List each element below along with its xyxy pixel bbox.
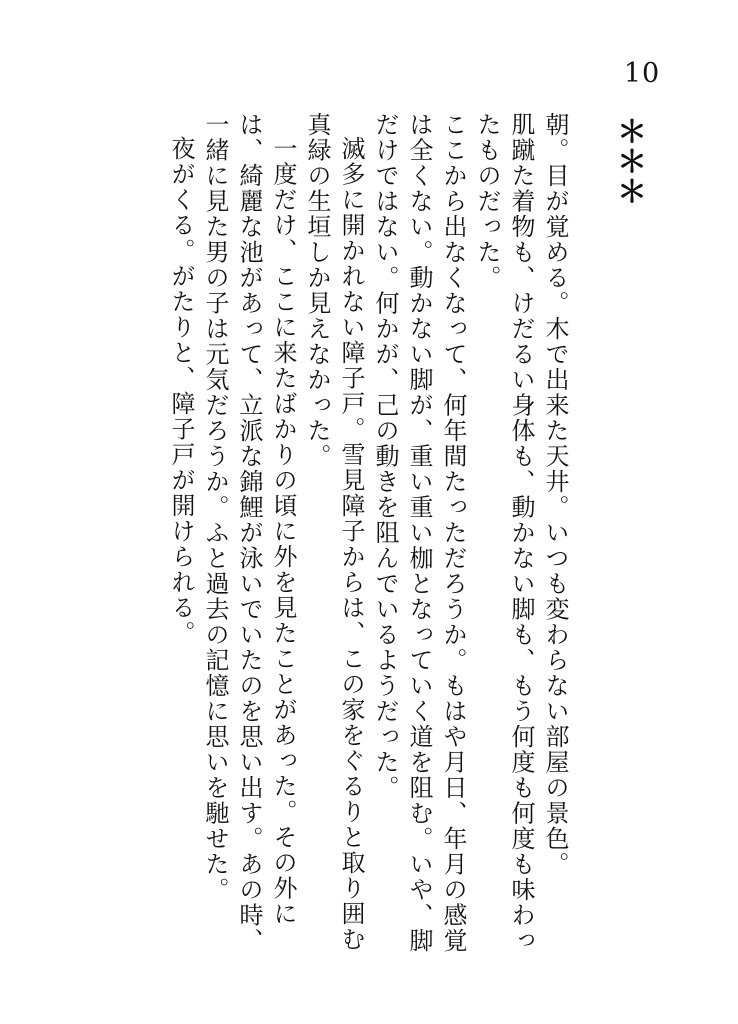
scene-separator [612,115,652,210]
separator-asterisk: ＊ [617,175,647,210]
page-number: 10 [623,58,661,89]
paragraph: 一度だけ、ここに来たばかりの頃に外を見たことがあった。その外には、綺麗な池があって、立派な錦鯉が泳いでいたのを思い出す。あの時、一緒に見た男の子は元気だろうか。ふと過去の記憶に思いを馳せた。 [201,112,297,954]
paragraph: 夜がくる。がたりと、障子戸が開けられる。 [167,136,195,646]
paragraph: 滅多に開かれない障子戸。雪見障子からは、この家をぐるりと取り囲む真緑の生垣しか見えなかった。 [303,112,365,952]
paragraph: 朝。目が覚める。木で出来た天井。いつも変わらない部屋の景色。 [541,112,569,877]
vertical-body-text [152,112,572,972]
paragraph: ここから出なくなって、何年間たっただろうか。もはや月日、年月の感覚は全くない。動かない脚が、重い重い枷となっていく道を阻む。いや、脚だけではない。何かが、己の動きを阻んでいるようだった。 [371,112,467,954]
paragraph: 肌蹴た着物も、けだるい身体も、動かない脚も、もう何度も何度も味わったものだった。 [473,112,535,954]
separator-asterisk: ＊ [617,115,647,150]
separator-asterisk: ＊ [617,145,647,180]
